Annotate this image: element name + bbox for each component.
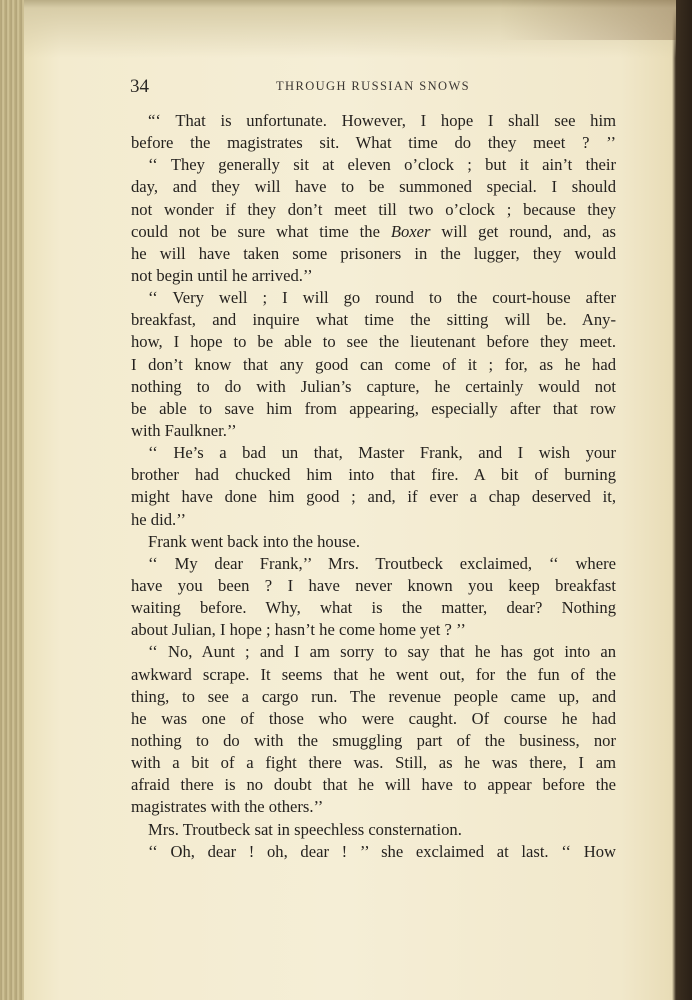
text-line: about Julian, I hope ; hasn’t he come home yet ? ’’: [131, 620, 466, 640]
text-segment: will get round, and, as: [441, 221, 616, 241]
text-line: not begin until he arrived.’’: [131, 265, 313, 285]
text-line: he did.’’: [131, 509, 186, 529]
text-line: thing, to see a cargo run. The revenue people came up, and: [131, 686, 616, 706]
page-header: [130, 76, 616, 98]
text-line: “‘ That is unfortunate. However, I hope I shall see him: [148, 111, 616, 130]
page-binding-edge: [0, 0, 24, 1000]
text-line: might have done him good ; and, if ever a chap deserved it,: [131, 487, 616, 507]
text-line: ‘‘ He’s a bad un that, Master Frank, and I wish your: [148, 443, 616, 463]
text-segment: could not be sure what time the: [131, 221, 380, 241]
text-line: he will have taken some prisoners in the lugger, they would: [131, 243, 616, 263]
page-corner-shadow: [500, 0, 676, 40]
text-line: Frank went back into the house.: [148, 531, 360, 551]
text-line: with a bit of a fight there was. Still, as he was there, I am: [131, 753, 616, 773]
text-line: be able to save him from appearing, especially after that row: [131, 398, 616, 418]
ship-name: Boxer: [390, 221, 431, 241]
text-line: waiting before. Why, what is the matter, dear? Nothing: [131, 598, 616, 618]
page-number: 34: [130, 76, 149, 97]
text-line: I don’t know that any good can come of it ; for, as he had: [131, 354, 616, 374]
text-line: have you been ? I have never known you keep breakfast: [131, 575, 616, 595]
text-line: ‘‘ No, Aunt ; and I am sorry to say that he has got into an: [148, 642, 616, 662]
text-line: day, and they will have to be summoned special. I should: [131, 177, 616, 197]
text-line: ‘‘ Oh, dear ! oh, dear ! ’’ she exclaimed at last. ‘‘ How: [148, 841, 616, 861]
text-line: before the magistrates sit. What time do they meet ? ’’: [131, 133, 616, 153]
text-line: not wonder if they don’t meet till two o’clock ; because they: [131, 199, 616, 219]
text-line: awkward scrape. It seems that he went out, for the fun of the: [131, 664, 616, 684]
text-line: Mrs. Troutbeck sat in speechless consternation.: [148, 819, 462, 839]
text-line: magistrates with the others.’’: [131, 797, 324, 817]
text-line: nothing to do with Julian’s capture, he certainly would not: [131, 376, 616, 396]
running-head: THROUGH RUSSIAN SNOWS: [276, 79, 470, 93]
text-line: ‘‘ Very well ; I will go round to the court-house after: [148, 288, 616, 308]
text-line: afraid there is no doubt that he will have to appear before the: [131, 775, 616, 795]
body-text: [131, 110, 616, 863]
text-line: with Faulkner.’’: [131, 420, 237, 440]
text-line: how, I hope to be able to see the lieutenant before they meet.: [131, 332, 616, 352]
text-line: nothing to do with the smuggling part of the business, nor: [131, 730, 616, 750]
text-line: breakfast, and inquire what time the sitting will be. Any-: [131, 310, 616, 330]
text-line: ‘‘ They generally sit at eleven o’clock ; but it ain’t their: [148, 155, 616, 175]
text-line: ‘‘ My dear Frank,’’ Mrs. Troutbeck exclaimed, ‘‘ where: [148, 553, 616, 573]
text-line: brother had chucked him into that fire. A bit of burning: [131, 465, 616, 485]
text-line: he was one of those who were caught. Of course he had: [131, 708, 616, 728]
text-line: [131, 221, 616, 243]
